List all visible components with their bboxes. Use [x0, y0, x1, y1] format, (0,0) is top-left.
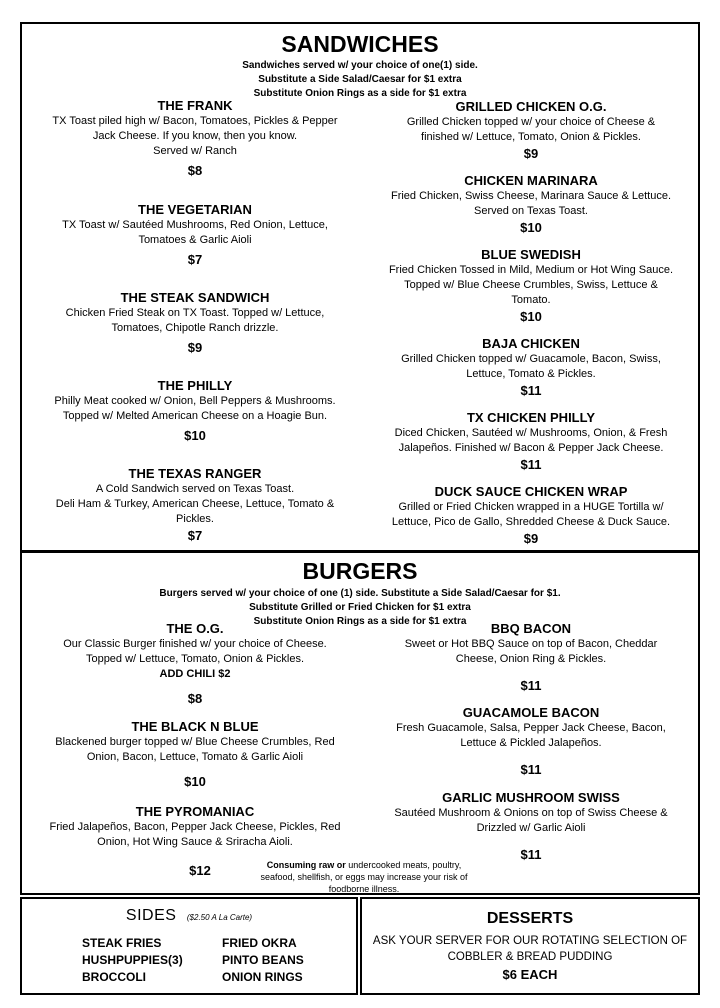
item-desc: Grilled Chicken topped w/ Guacamole, Bacon, Swiss,: [401, 353, 661, 365]
item-desc: Fried Jalapeños, Bacon, Pepper Jack Cheese, Pickles, Red: [49, 821, 341, 833]
item-name: BLUE SWEDISH: [481, 247, 581, 262]
item-name: THE BLACK N BLUE: [131, 719, 259, 734]
sandwiches-note-1: Sandwiches served w/ your choice of one(1) side.: [242, 60, 478, 71]
item-desc: Cheese, Onion Ring & Pickles.: [455, 653, 607, 665]
sandwiches-note-2: Substitute a Side Salad/Caesar for $1 extra: [258, 74, 462, 85]
menu-item-chicken-marinara: [366, 173, 696, 237]
menu-item-the-pyromaniac: [30, 804, 360, 850]
menu-item-garlic-mushroom-swiss: [366, 790, 696, 864]
item-desc: Topped w/ Lettuce, Tomato, Onion & Pickles.: [85, 653, 305, 665]
item-desc: Sautéed Mushroom & Onions on top of Swiss Cheese &: [394, 807, 668, 819]
burgers-right-column: [366, 553, 696, 893]
item-addon: ADD CHILI $2: [159, 668, 231, 680]
item-price: $9: [523, 146, 539, 161]
item-desc: Lettuce, Tomato & Pickles.: [466, 368, 596, 380]
food-safety-warning: [244, 859, 484, 895]
item-desc: Served on Texas Toast.: [474, 205, 588, 217]
item-price: $11: [520, 383, 542, 398]
item-name: BAJA CHICKEN: [482, 336, 580, 351]
side-item: STEAK FRIES: [82, 936, 162, 950]
item-desc: Tomatoes, Chipotle Ranch drizzle.: [111, 322, 279, 334]
menu-item-guacamole-bacon: [366, 705, 696, 779]
item-desc: Onion, Hot Wing Sauce & Sriracha Aioli.: [97, 836, 293, 848]
item-name: THE PYROMANIAC: [135, 804, 255, 819]
item-desc: Sweet or Hot BBQ Sauce on top of Bacon, Cheddar: [404, 638, 658, 650]
warning-bold: Consuming raw or: [266, 860, 346, 870]
warning-text: foodborne illness.: [328, 884, 400, 894]
desserts-line: ASK YOUR SERVER FOR OUR ROTATING SELECTION OF: [372, 935, 688, 947]
item-desc: Grilled or Fried Chicken wrapped in a HUGE Tortilla w/: [398, 501, 664, 513]
item-name: THE O.G.: [166, 621, 224, 636]
sides-column-1: [82, 935, 183, 986]
side-item: PINTO BEANS: [222, 953, 304, 967]
item-name: GRILLED CHICKEN O.G.: [455, 99, 607, 114]
sandwiches-note-3: Substitute Onion Rings as a side for $1 extra: [253, 88, 467, 99]
item-name: CHICKEN MARINARA: [464, 173, 598, 188]
item-desc: Lettuce, Pico de Gallo, Shredded Cheese & Duck Sauce.: [391, 516, 671, 528]
item-desc: Tomatoes & Garlic Aioli: [138, 234, 252, 246]
item-price: $11: [520, 678, 542, 693]
item-desc: Jalapeños. Finished w/ Bacon & Pepper Jack Cheese.: [398, 442, 664, 454]
burgers-note-2: Substitute Grilled or Fried Chicken for $1 extra: [249, 602, 471, 613]
item-desc: finished w/ Lettuce, Tomato, Onion & Pickles.: [421, 131, 641, 143]
menu-item-the-frank: [30, 98, 360, 180]
item-name: THE PHILLY: [157, 378, 233, 393]
side-item: FRIED OKRA: [222, 936, 297, 950]
item-desc: Topped w/ Melted American Cheese on a Hoagie Bun.: [62, 410, 328, 422]
item-price: $10: [520, 220, 542, 235]
item-price: $12: [189, 863, 211, 878]
item-desc: Fried Chicken, Swiss Cheese, Marinara Sauce & Lettuce.: [390, 190, 672, 202]
sides-subtitle: ($2.50 A La Carte): [186, 913, 253, 922]
item-name: GARLIC MUSHROOM SWISS: [442, 790, 620, 805]
item-name: DUCK SAUCE CHICKEN WRAP: [434, 484, 628, 499]
item-price: $7: [187, 252, 203, 267]
desserts-title: DESSERTS: [486, 910, 574, 927]
sandwiches-section: [20, 22, 700, 552]
item-desc: Drizzled w/ Garlic Aioli: [476, 822, 586, 834]
burgers-section: [20, 551, 700, 895]
item-name: TX CHICKEN PHILLY: [466, 410, 596, 425]
menu-item-duck-sauce-chicken-wrap: [366, 484, 696, 548]
sides-section: [20, 897, 358, 995]
sides-column-2: [222, 935, 304, 986]
item-name: GUACAMOLE BACON: [462, 705, 600, 720]
sandwiches-title: SANDWICHES: [281, 31, 439, 57]
item-name: BBQ BACON: [490, 621, 572, 636]
menu-item-tx-chicken-philly: [366, 410, 696, 474]
warning-text: undercooked meats, poultry,: [345, 860, 462, 870]
item-desc: Topped w/ Blue Cheese Crumbles, Swiss, Lettuce &: [404, 279, 658, 291]
item-price: $10: [520, 309, 542, 324]
item-desc: Jack Cheese. If you know, then you know.: [92, 130, 298, 142]
item-price: $11: [520, 847, 542, 862]
item-desc: Lettuce & Pickled Jalapeños.: [460, 737, 602, 749]
item-price: $10: [184, 774, 206, 789]
item-desc: TX Toast piled high w/ Bacon, Tomatoes, Pickles & Pepper: [52, 115, 338, 127]
warning-text: seafood, shellfish, or eggs may increase your risk of: [260, 872, 468, 882]
sides-heading: [22, 907, 356, 925]
item-desc: Our Classic Burger finished w/ your choice of Cheese.: [63, 638, 327, 650]
sides-title: SIDES: [125, 907, 177, 924]
menu-item-the-black-n-blue: [30, 719, 360, 791]
item-desc: Fried Chicken Tossed in Mild, Medium or Hot Wing Sauce.: [388, 264, 674, 276]
menu-item-baja-chicken: [366, 336, 696, 400]
desserts-line: COBBLER & BREAD PUDDING: [447, 951, 613, 963]
item-name: THE FRANK: [157, 98, 233, 113]
burgers-left-column: [30, 553, 360, 893]
menu-item-blue-swedish: [366, 247, 696, 326]
burgers-note-3: Substitute Onion Rings as a side for $1 extra: [253, 616, 467, 627]
sandwiches-right-column: [366, 24, 696, 550]
desserts-section: [360, 897, 700, 995]
side-item: ONION RINGS: [222, 970, 303, 984]
side-item: HUSHPUPPIES(3): [82, 953, 183, 967]
menu-item-the-philly: [30, 378, 360, 445]
sandwiches-left-column: [30, 24, 360, 550]
item-desc: Pickles.: [176, 513, 214, 525]
desserts-description: [362, 933, 698, 965]
item-desc: Onion, Bacon, Lettuce, Tomato & Garlic Aioli: [86, 751, 304, 763]
item-name: THE STEAK SANDWICH: [120, 290, 270, 305]
item-desc: Chicken Fried Steak on TX Toast. Topped w/ Lettuce,: [65, 307, 325, 319]
item-price: $9: [187, 340, 203, 355]
item-desc: Tomato.: [511, 294, 551, 306]
menu-item-the-steak-sandwich: [30, 290, 360, 357]
item-desc: Fresh Guacamole, Salsa, Pepper Jack Cheese, Bacon,: [396, 722, 666, 734]
item-price: $11: [520, 762, 542, 777]
menu-item-bbq-bacon: [366, 621, 696, 695]
item-price: $9: [523, 531, 539, 546]
menu-item-the-vegetarian: [30, 202, 360, 269]
item-desc: TX Toast w/ Sautéed Mushrooms, Red Onion, Lettuce,: [62, 219, 328, 231]
menu-item-the-texas-ranger: [30, 466, 360, 545]
desserts-price: $6 EACH: [502, 967, 558, 982]
item-desc: Grilled Chicken topped w/ your choice of Cheese &: [406, 116, 656, 128]
menu-item-the-og: [30, 621, 360, 708]
item-desc: Blackened burger topped w/ Blue Cheese Crumbles, Red: [55, 736, 335, 748]
menu-item-grilled-chicken-og: [366, 99, 696, 163]
item-price: $10: [184, 428, 206, 443]
item-price: $8: [187, 691, 203, 706]
item-price: $11: [520, 457, 542, 472]
item-desc: Diced Chicken, Sautéed w/ Mushrooms, Onion, & Fresh: [394, 427, 668, 439]
item-desc: Philly Meat cooked w/ Onion, Bell Peppers & Mushrooms.: [54, 395, 336, 407]
item-desc: Served w/ Ranch: [153, 145, 237, 157]
item-name: THE VEGETARIAN: [138, 202, 252, 217]
burgers-note-1: Burgers served w/ your choice of one (1) side. Substitute a Side Salad/Caesar for $1.: [159, 588, 561, 599]
item-price: $8: [187, 163, 203, 178]
item-name: THE TEXAS RANGER: [128, 466, 262, 481]
item-desc: A Cold Sandwich served on Texas Toast.: [95, 483, 295, 495]
side-item: BROCCOLI: [82, 970, 146, 984]
item-price: $7: [187, 528, 203, 543]
item-desc: Deli Ham & Turkey, American Cheese, Lettuce, Tomato &: [55, 498, 335, 510]
burgers-title: BURGERS: [302, 558, 418, 584]
